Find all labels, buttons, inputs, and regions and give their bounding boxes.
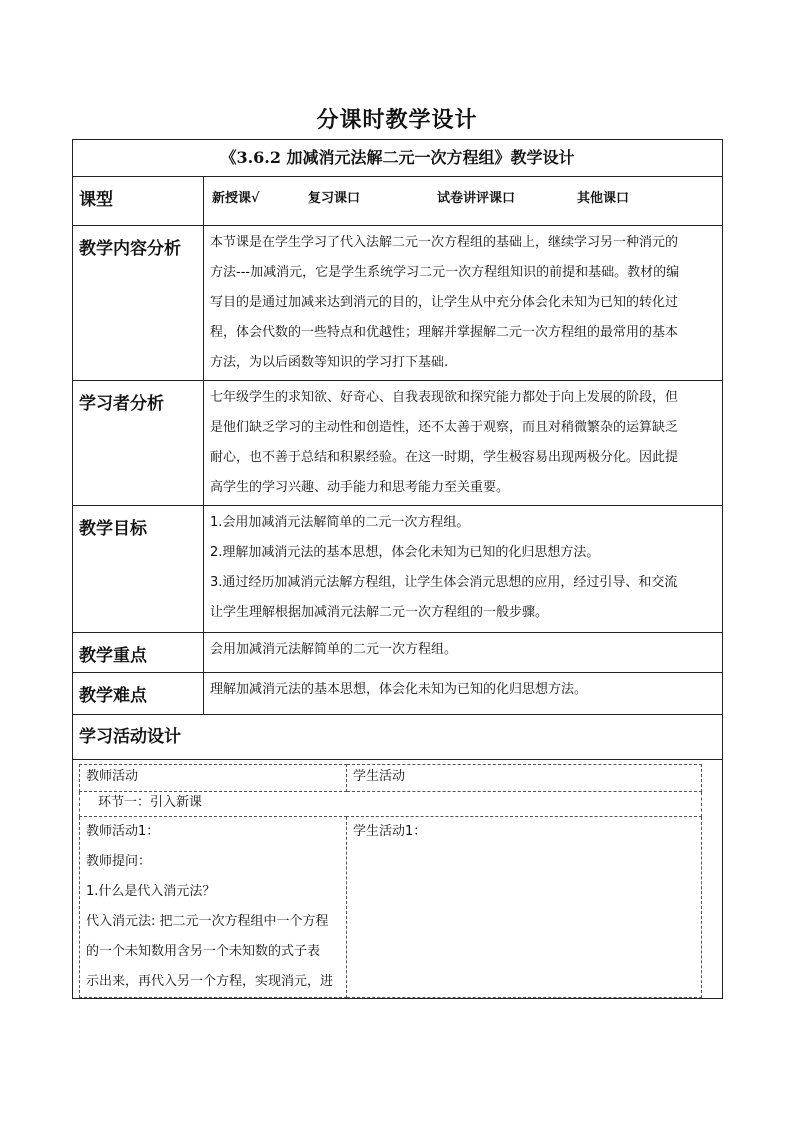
text-line: 是他们缺乏学习的主动性和创造性，还不太善于观察，而且对稍微繁杂的运算缺乏 — [210, 420, 679, 435]
learner-analysis-label: 学习者分析 — [73, 381, 204, 506]
text-line: 教师活动1： — [86, 824, 160, 839]
text-line: 写目的是通过加减来达到消元的目的，让学生从中充分体会化未知为已知的转化过 — [210, 295, 679, 310]
student-activity-header: 学生活动 — [347, 765, 702, 792]
course-type-option: 其他课口 — [577, 191, 630, 206]
text-line: 方法，为以后函数等知识的学习打下基础. — [210, 355, 449, 370]
difficulty-text — [204, 673, 723, 715]
teacher-activity-content — [80, 817, 347, 998]
course-type-options — [204, 177, 723, 226]
text-line: 七年级学生的求知欲、好奇心、自我表现欲和探究能力都处于向上发展的阶段，但 — [210, 390, 679, 405]
course-type-option: 复习课口 — [308, 191, 361, 206]
text-line: 方法---加减消元，它是学生系统学习二元一次方程组知识的前提和基础。教材的编 — [210, 265, 680, 280]
text-line: 学生活动1： — [353, 824, 427, 839]
key-point-label: 教学重点 — [73, 633, 204, 673]
text-line: 3.通过经历加减消元法解方程组，让学生体会消元思想的应用，经过引导、和交流 — [210, 575, 678, 590]
activity-table — [79, 764, 702, 998]
text-line: 会用加减消元法解简单的二元一次方程组。 — [210, 642, 458, 657]
difficulty-label: 教学难点 — [73, 673, 204, 715]
text-line: 的一个未知数用含另一个未知数的式子表 — [86, 944, 321, 959]
text-line: 教师提问： — [86, 854, 152, 869]
text-line: 理解加减消元法的基本思想，体会化未知为已知的化归思想方法。 — [210, 682, 588, 697]
content-analysis-text — [204, 226, 723, 381]
course-type-option: 试卷讲评课口 — [437, 191, 516, 206]
text-line: 示出来，再代入另一个方程，实现消元，进 — [86, 974, 334, 989]
teaching-goals-label: 教学目标 — [73, 506, 204, 633]
activity-design-body — [73, 760, 723, 999]
lesson-subtitle: 《3.6.2 加减消元法解二元一次方程组》教学设计 — [73, 140, 723, 177]
text-line: 程，体会代数的一些特点和优越性；理解并掌握解二元一次方程组的最常用的基本 — [210, 325, 679, 340]
activity-design-header: 学习活动设计 — [73, 715, 723, 760]
document-title: 分课时教学设计 — [316, 107, 478, 133]
student-activity-content — [347, 817, 702, 998]
segment-title: 环节一：引入新课 — [80, 792, 702, 817]
learner-analysis-text — [204, 381, 723, 506]
lesson-design-table — [72, 139, 723, 999]
key-point-text — [204, 633, 723, 673]
text-line: 2.理解加减消元法的基本思想，体会化未知为已知的化归思想方法。 — [210, 545, 600, 560]
text-line: 1.什么是代入消元法？ — [86, 884, 216, 899]
text-line: 让学生理解根据加减消元法解二元一次方程组的一般步骤。 — [210, 605, 549, 620]
course-type-option: 新授课√ — [212, 191, 260, 206]
teacher-activity-header: 教师活动 — [80, 765, 347, 792]
text-line: 代入消元法: 把二元一次方程组中一个方程 — [86, 914, 329, 929]
text-line: 本节课是在学生学习了代入法解二元一次方程组的基础上，继续学习另一种消元的 — [210, 235, 679, 250]
content-analysis-label: 教学内容分析 — [73, 226, 204, 381]
teaching-goals-text — [204, 506, 723, 633]
course-type-label: 课型 — [73, 177, 204, 226]
text-line: 耐心，也不善于总结和积累经验。在这一时期，学生极容易出现两极分化。因此提 — [210, 450, 679, 465]
text-line: 高学生的学习兴趣、动手能力和思考能力至关重要。 — [210, 480, 510, 495]
text-line: 1.会用加减消元法解简单的二元一次方程组。 — [210, 515, 470, 530]
